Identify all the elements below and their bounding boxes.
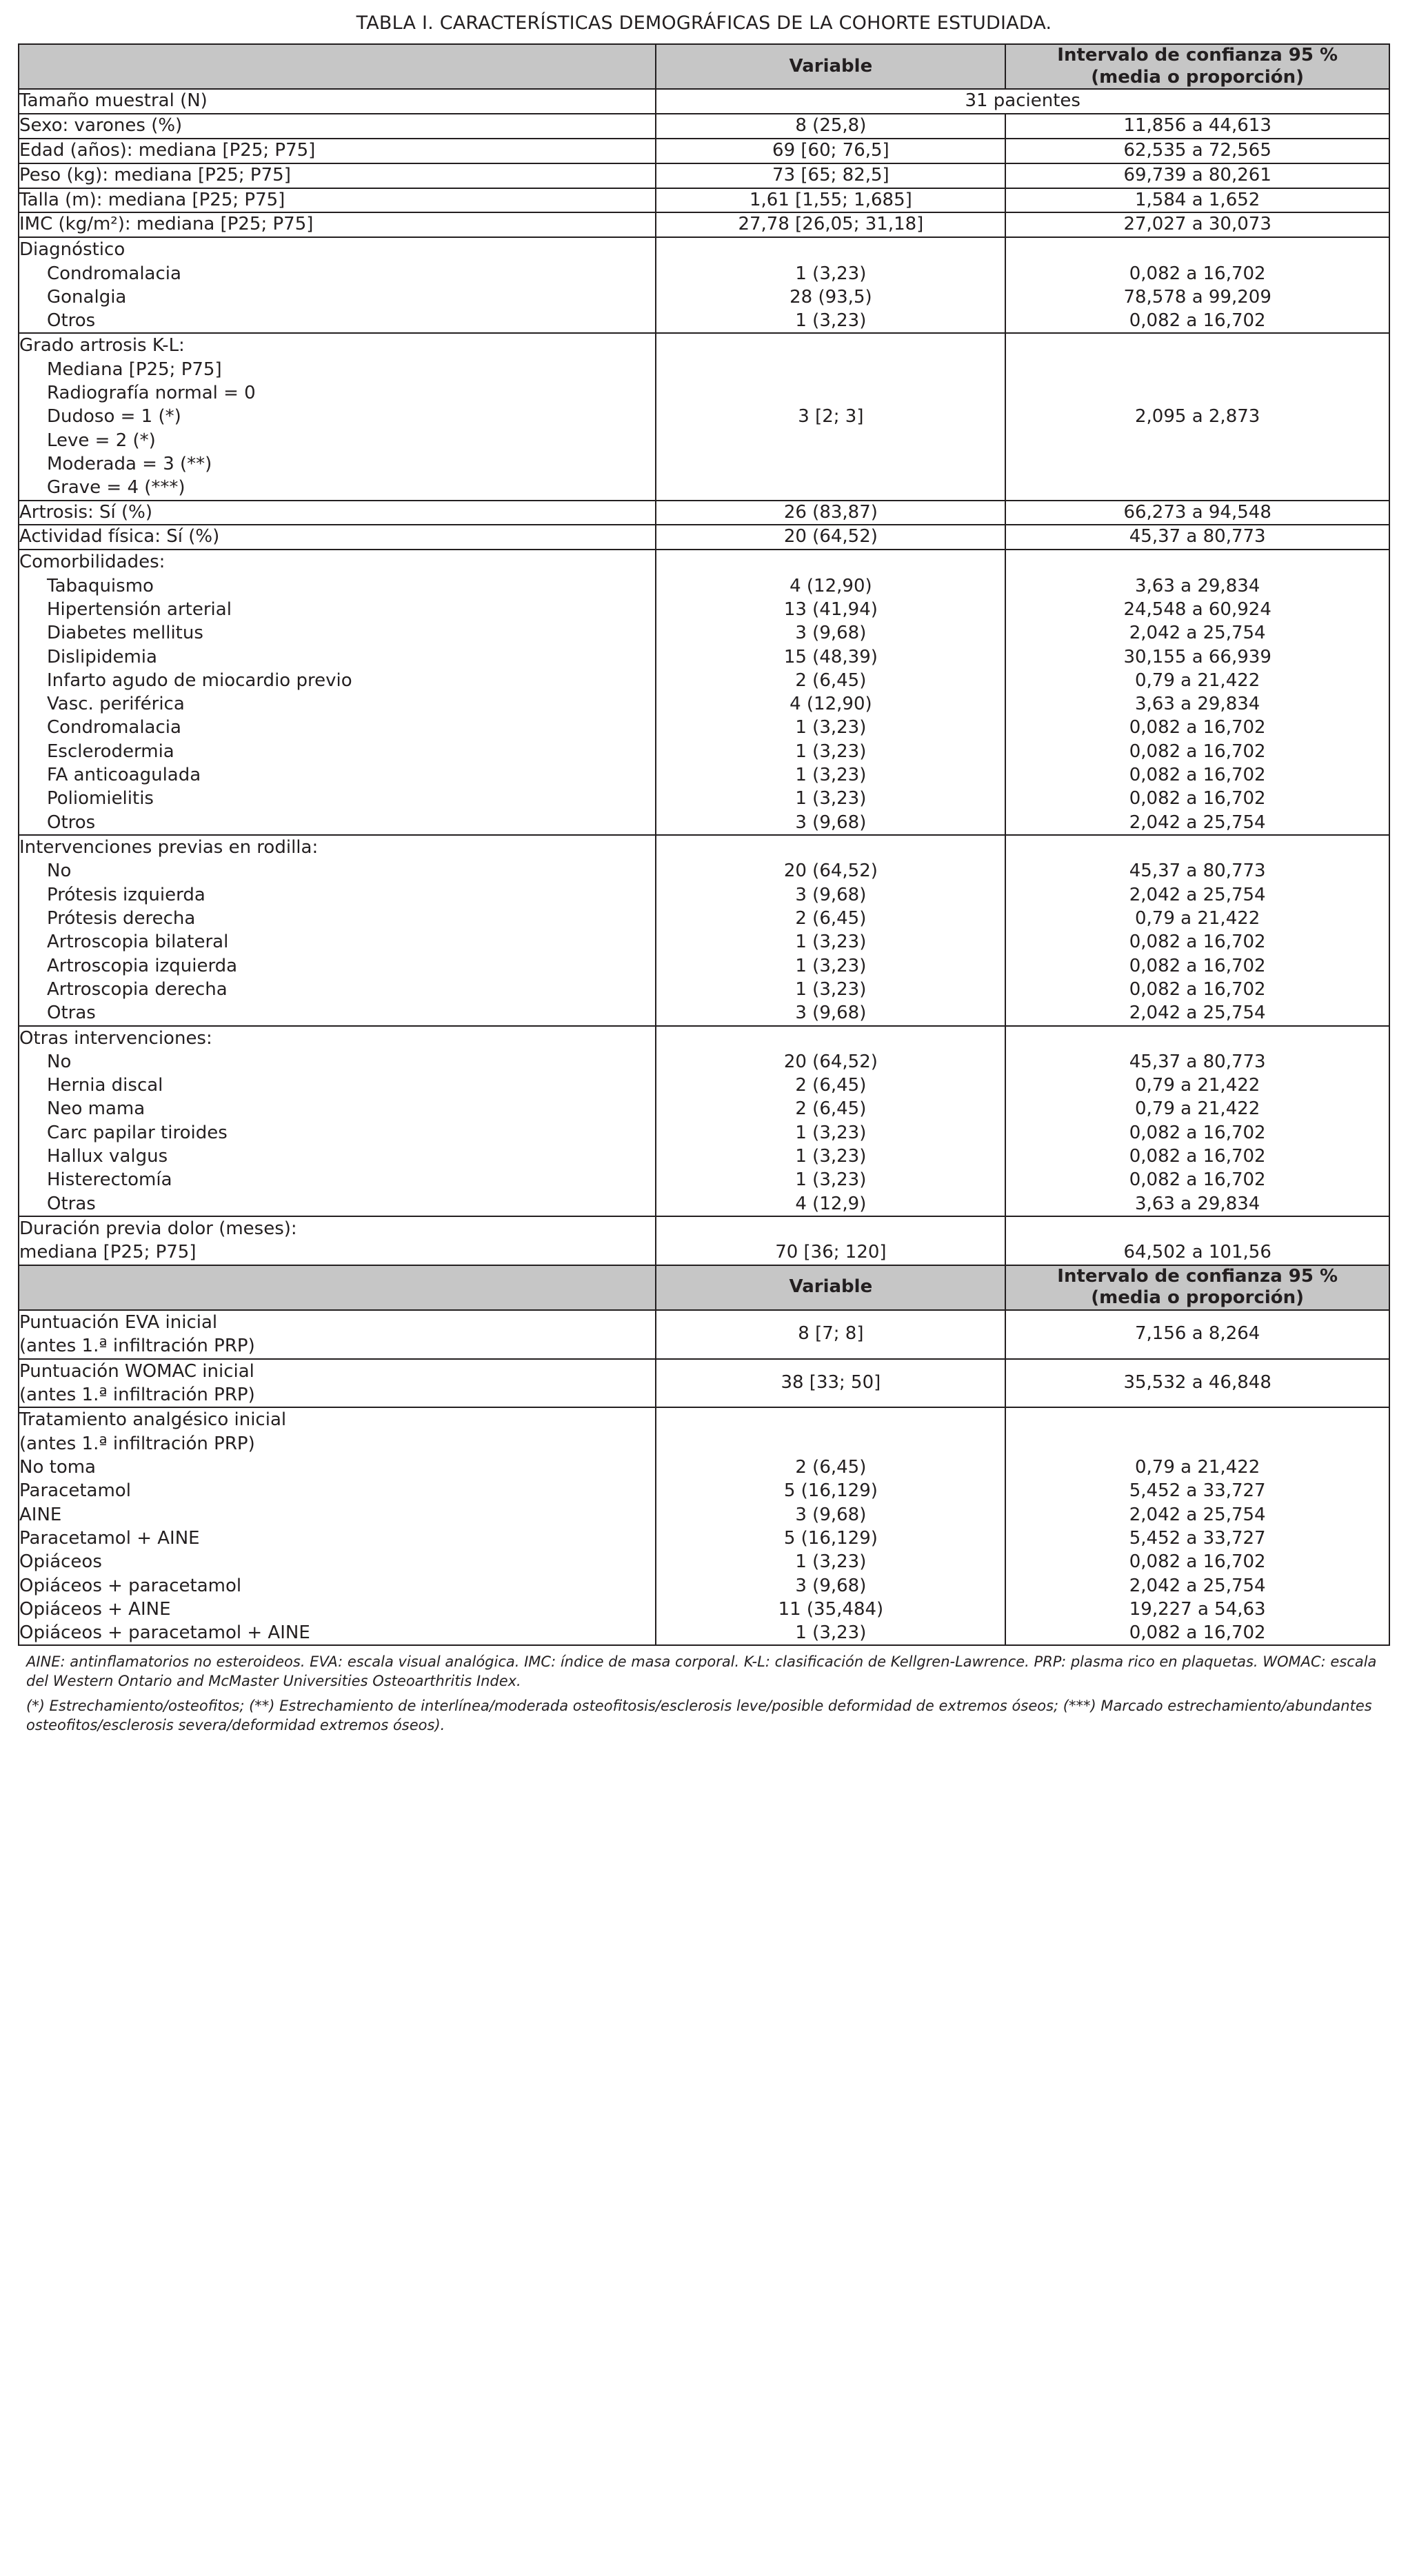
- group-item-label: Mediana [P25; P75]: [47, 359, 222, 380]
- group-item-label: Hipertensión arterial: [47, 598, 232, 620]
- group-item-ci: 0,082 a 16,702: [1129, 788, 1266, 809]
- row-variable-edad: 69 [60; 76,5]: [656, 139, 1005, 163]
- row-label-line1: Puntuación WOMAC inicial: [19, 1360, 254, 1382]
- table-row: [19, 89, 1389, 114]
- group-item-ci: 0,082 a 16,702: [1129, 932, 1266, 953]
- group-item-ci: 2,095 a 2,873: [1135, 406, 1260, 427]
- group-item-ci: 0,082 a 16,702: [1129, 1146, 1266, 1167]
- row-ci-duracion-dolor: [1005, 1216, 1389, 1265]
- group-item-ci: 0,082 a 16,702: [1129, 1122, 1266, 1143]
- group-item-variable: 3 (9,68): [795, 1504, 867, 1525]
- group-variables-otras-intervenciones: [656, 1026, 1005, 1217]
- header-variable: Variable: [656, 44, 1005, 89]
- group-item-label: Artroscopia bilateral: [47, 932, 229, 953]
- row-variable-imc: 27,78 [26,05; 31,18]: [656, 212, 1005, 237]
- footnote-abbreviations: AINE: antinflamatorios no esteroideos. EVA: escala visual analógica. IMC: índice de masa corporal. K-L: clasificación de Kellgren-Lawrence. PRP: plasma rico en plaquetas. WOMAC: escala del Western Ontario and McMaster Universities Osteoarthritis Index.: [26, 1653, 1377, 1690]
- group-item-variable: 20 (64,52): [783, 1051, 878, 1072]
- group-variable-grado-artrosis: [656, 333, 1005, 500]
- row-label-actividad-fisica: Actividad física: Sí (%): [19, 525, 656, 550]
- group-head-line2: (antes 1.ª infiltración PRP): [19, 1433, 255, 1454]
- table-row: [19, 501, 1389, 525]
- group-label-otras-intervenciones: [19, 1026, 656, 1217]
- row-variable-womac: 38 [33; 50]: [656, 1359, 1005, 1408]
- group-item-label: Paracetamol + AINE: [19, 1527, 200, 1549]
- group-item-ci: 0,79 a 21,422: [1135, 1098, 1260, 1120]
- group-item-variable: 1 (3,23): [795, 1622, 867, 1644]
- group-label-comorbilidades: [19, 550, 656, 835]
- group-item-label: Vasc. periférica: [47, 694, 185, 715]
- row-label-imc: IMC (kg/m²): mediana [P25; P75]: [19, 212, 656, 237]
- row-label-line1: Puntuación EVA inicial: [19, 1312, 218, 1334]
- group-item-variable: 3 (9,68): [795, 812, 867, 833]
- group-item-ci: 3,63 a 29,834: [1135, 694, 1260, 715]
- group-head: Intervenciones previas en rodilla:: [19, 837, 319, 858]
- group-item-label: FA anticoagulada: [47, 765, 201, 786]
- row-ci-womac: 35,532 a 46,848: [1005, 1359, 1389, 1408]
- row-label-sexo: Sexo: varones (%): [19, 114, 656, 139]
- table-row: [19, 139, 1389, 163]
- group-item-ci: 0,79 a 21,422: [1135, 1075, 1260, 1096]
- row-label-line2: (antes 1.ª infiltración PRP): [19, 1336, 255, 1357]
- group-item-ci: 0,082 a 16,702: [1129, 717, 1266, 738]
- header-blank-cell: [19, 44, 656, 89]
- group-ci-tratamiento: [1005, 1407, 1389, 1645]
- group-item-label: Artroscopia derecha: [47, 978, 228, 1000]
- page-title: TABLA I. CARACTERÍSTICAS DEMOGRÁFICAS DE LA COHORTE ESTUDIADA.: [356, 12, 1052, 34]
- table-row-eva: [19, 1310, 1389, 1359]
- group-variables-intervenciones-rodilla: [656, 835, 1005, 1026]
- footnote-grading: (*) Estrechamiento/osteofitos; (**) Estrechamiento de interlínea/moderada osteofitosis/esclerosis leve/posible deformidad de extremos óseos; (***) Marcado estrechamiento/abundantes osteofitos/esclerosis severa/deformidad extremos óseos).: [26, 1698, 1372, 1734]
- group-item-label: Poliomielitis: [47, 788, 154, 809]
- group-item-variable: 1 (3,23): [795, 788, 867, 809]
- group-item-label: Otros: [47, 310, 96, 332]
- group-item-variable: 2 (6,45): [795, 670, 867, 691]
- group-item-label: Histerectomía: [47, 1169, 172, 1191]
- group-head: Diagnóstico: [19, 239, 125, 261]
- table-row: [19, 114, 1389, 139]
- group-item-variable: 2 (6,45): [795, 1098, 867, 1120]
- header-ci-2-line1: Intervalo de confianza 95 %: [1057, 1265, 1338, 1287]
- row-variable-value: 70 [36; 120]: [775, 1242, 887, 1263]
- group-item-variable: 5 (16,129): [783, 1527, 878, 1549]
- row-variable-sexo: 8 (25,8): [656, 114, 1005, 139]
- group-item-label: Moderada = 3 (**): [47, 454, 212, 475]
- group-item-ci: 0,082 a 16,702: [1129, 765, 1266, 786]
- group-item-variable: 1 (3,23): [795, 741, 867, 762]
- table-row-group-otras-intervenciones: [19, 1026, 1389, 1217]
- group-ci-grado-artrosis: [1005, 333, 1389, 500]
- group-item-variable: 1 (3,23): [795, 263, 867, 284]
- group-item-label: Grave = 4 (***): [47, 477, 185, 499]
- row-ci-eva: 7,156 a 8,264: [1005, 1310, 1389, 1359]
- group-item-label: Carc papilar tiroides: [47, 1122, 228, 1143]
- group-item-ci: 0,79 a 21,422: [1135, 1456, 1260, 1478]
- row-variable-talla: 1,61 [1,55; 1,685]: [656, 188, 1005, 213]
- group-item-variable: 1 (3,23): [795, 1551, 867, 1573]
- group-item-variable: 28 (93,5): [790, 286, 872, 308]
- header-variable-2: Variable: [656, 1265, 1005, 1310]
- table-row: [19, 188, 1389, 213]
- group-ci-comorbilidades: [1005, 550, 1389, 835]
- row-label-line1: Duración previa dolor (meses):: [19, 1218, 297, 1239]
- group-item-ci: 45,37 a 80,773: [1129, 861, 1266, 882]
- group-item-label: Dislipidemia: [47, 646, 157, 667]
- group-item-variable: 20 (64,52): [783, 861, 878, 882]
- row-variable-actividad-fisica: 20 (64,52): [656, 525, 1005, 550]
- group-item-label: Otras: [47, 1193, 96, 1214]
- group-item-variable: 4 (12,90): [790, 694, 872, 715]
- row-variable-artrosis-si: 26 (83,87): [656, 501, 1005, 525]
- group-label-tratamiento: [19, 1407, 656, 1645]
- row-label-peso: Peso (kg): mediana [P25; P75]: [19, 163, 656, 188]
- group-head: Otras intervenciones:: [19, 1027, 212, 1049]
- group-item-ci: 0,082 a 16,702: [1129, 741, 1266, 762]
- group-item-label: Esclerodermia: [47, 741, 174, 762]
- group-item-ci: 30,155 a 66,939: [1123, 646, 1271, 667]
- group-label-grado-artrosis: [19, 333, 656, 500]
- row-label-womac: [19, 1359, 656, 1408]
- group-item-variable: 1 (3,23): [795, 310, 867, 332]
- row-value-sample-size: 31 pacientes: [656, 89, 1389, 114]
- group-item-label: Diabetes mellitus: [47, 623, 203, 644]
- group-item-label: Leve = 2 (*): [47, 430, 156, 451]
- group-item-variable: 2 (6,45): [795, 1456, 867, 1478]
- group-item-variable: 1 (3,23): [795, 765, 867, 786]
- group-ci-intervenciones-rodilla: [1005, 835, 1389, 1026]
- table-row-group-tratamiento: [19, 1407, 1389, 1645]
- group-item-label: Hallux valgus: [47, 1146, 168, 1167]
- group-item-label: No toma: [19, 1456, 96, 1478]
- row-label-talla: Talla (m): mediana [P25; P75]: [19, 188, 656, 213]
- table-row-womac: [19, 1359, 1389, 1408]
- group-ci-diagnostico: [1005, 237, 1389, 333]
- group-item-label: Radiografía normal = 0: [47, 383, 256, 404]
- row-ci-value: 64,502 a 101,56: [1123, 1242, 1271, 1263]
- group-head: Comorbilidades:: [19, 552, 165, 573]
- row-ci-artrosis-si: 66,273 a 94,548: [1005, 501, 1389, 525]
- group-label-diagnostico: [19, 237, 656, 333]
- header-ci-line1: Intervalo de confianza 95 %: [1057, 45, 1338, 66]
- group-item-ci: 0,082 a 16,702: [1129, 1622, 1266, 1644]
- row-ci-actividad-fisica: 45,37 a 80,773: [1005, 525, 1389, 550]
- group-item-ci: 3,63 a 29,834: [1135, 1193, 1260, 1214]
- group-item-ci: 5,452 a 33,727: [1129, 1480, 1266, 1502]
- group-item-ci: 2,042 a 25,754: [1129, 812, 1266, 833]
- row-ci-imc: 27,027 a 30,073: [1005, 212, 1389, 237]
- group-item-ci: 0,082 a 16,702: [1129, 978, 1266, 1000]
- group-item-label: No: [47, 1051, 72, 1072]
- group-item-variable: 3 (9,68): [795, 1575, 867, 1596]
- row-label-line2: (antes 1.ª infiltración PRP): [19, 1385, 255, 1405]
- group-item-ci: 19,227 a 54,63: [1129, 1598, 1266, 1620]
- group-item-label: Opiáceos + AINE: [19, 1598, 171, 1620]
- group-item-label: Opiáceos + paracetamol: [19, 1575, 242, 1596]
- header-ci: [1005, 44, 1389, 89]
- table-header-row-2: [19, 1265, 1389, 1310]
- group-item-label: Condromalacia: [47, 717, 181, 738]
- group-item-ci: 2,042 a 25,754: [1129, 1575, 1266, 1596]
- group-item-variable: 1 (3,23): [795, 1122, 867, 1143]
- group-item-ci: 0,082 a 16,702: [1129, 310, 1266, 332]
- row-label-eva: [19, 1310, 656, 1359]
- demographics-table: [18, 43, 1390, 1646]
- row-ci-peso: 69,739 a 80,261: [1005, 163, 1389, 188]
- group-item-variable: 15 (48,39): [783, 646, 878, 667]
- group-item-variable: 3 (9,68): [795, 623, 867, 644]
- group-item-ci: 78,578 a 99,209: [1123, 286, 1271, 308]
- table-header-row-1: [19, 44, 1389, 89]
- table-row: [19, 525, 1389, 550]
- group-item-ci: 2,042 a 25,754: [1129, 1504, 1266, 1525]
- group-item-variable: 1 (3,23): [795, 1146, 867, 1167]
- group-item-label: Otros: [47, 812, 96, 833]
- group-item-ci: 0,082 a 16,702: [1129, 1551, 1266, 1573]
- row-variable-eva: 8 [7; 8]: [656, 1310, 1005, 1359]
- table-row-group-diagnostico: [19, 237, 1389, 333]
- group-item-variable: 1 (3,23): [795, 955, 867, 976]
- group-item-variable: 3 (9,68): [795, 1003, 867, 1024]
- row-label-line2: mediana [P25; P75]: [19, 1242, 197, 1263]
- group-item-label: Artroscopia izquierda: [47, 955, 238, 976]
- group-item-label: Paracetamol: [19, 1480, 131, 1502]
- row-label-artrosis-si: Artrosis: Sí (%): [19, 501, 656, 525]
- group-item-variable: 3 [2; 3]: [798, 406, 864, 427]
- table-footnotes: [18, 1646, 1390, 1740]
- group-item-label: AINE: [19, 1504, 62, 1525]
- group-variables-comorbilidades: [656, 550, 1005, 835]
- row-label-sample-size: Tamaño muestral (N): [19, 89, 656, 114]
- group-label-intervenciones-rodilla: [19, 835, 656, 1026]
- group-item-ci: 2,042 a 25,754: [1129, 623, 1266, 644]
- group-item-ci: 3,63 a 29,834: [1135, 575, 1260, 596]
- group-item-label: Prótesis izquierda: [47, 884, 205, 905]
- group-item-ci: 0,79 a 21,422: [1135, 670, 1260, 691]
- row-label-duracion-dolor: [19, 1216, 656, 1265]
- header-ci-2: [1005, 1265, 1389, 1310]
- group-item-ci: 0,082 a 16,702: [1129, 263, 1266, 284]
- group-item-label: Hernia discal: [47, 1075, 163, 1096]
- group-item-variable: 13 (41,94): [783, 598, 878, 620]
- header-blank-cell-2: [19, 1265, 656, 1310]
- table-row: [19, 163, 1389, 188]
- header-ci-2-line2: (media o proporción): [1091, 1287, 1305, 1309]
- row-ci-edad: 62,535 a 72,565: [1005, 139, 1389, 163]
- group-item-variable: 4 (12,9): [795, 1193, 867, 1214]
- table-row-group-intervenciones-rodilla: [19, 835, 1389, 1026]
- group-item-label: Infarto agudo de miocardio previo: [47, 670, 352, 691]
- group-item-label: Gonalgia: [47, 286, 127, 308]
- header-ci-line2: (media o proporción): [1091, 66, 1305, 88]
- group-item-label: No: [47, 861, 72, 882]
- table-row-duracion-dolor: [19, 1216, 1389, 1265]
- group-item-variable: 1 (3,23): [795, 717, 867, 738]
- group-item-label: Otras: [47, 1003, 96, 1024]
- group-item-variable: 1 (3,23): [795, 932, 867, 953]
- group-item-variable: 3 (9,68): [795, 884, 867, 905]
- group-item-variable: 1 (3,23): [795, 1169, 867, 1191]
- row-ci-talla: 1,584 a 1,652: [1005, 188, 1389, 213]
- group-item-ci: 45,37 a 80,773: [1129, 1051, 1266, 1072]
- table-row-group-grado-artrosis: [19, 333, 1389, 500]
- group-item-ci: 2,042 a 25,754: [1129, 1003, 1266, 1024]
- row-label-edad: Edad (años): mediana [P25; P75]: [19, 139, 656, 163]
- group-item-label: Dudoso = 1 (*): [47, 406, 181, 427]
- row-variable-duracion-dolor: [656, 1216, 1005, 1265]
- group-item-variable: 5 (16,129): [783, 1480, 878, 1502]
- row-variable-peso: 73 [65; 82,5]: [656, 163, 1005, 188]
- table-row-group-comorbilidades: [19, 550, 1389, 835]
- table-row: [19, 212, 1389, 237]
- group-item-ci: 0,082 a 16,702: [1129, 955, 1266, 976]
- row-ci-sexo: 11,856 a 44,613: [1005, 114, 1389, 139]
- group-item-ci: 0,79 a 21,422: [1135, 907, 1260, 929]
- group-item-variable: 2 (6,45): [795, 1075, 867, 1096]
- group-head-line1: Tratamiento analgésico inicial: [19, 1409, 287, 1431]
- group-item-variable: 4 (12,90): [790, 575, 872, 596]
- group-item-label: Opiáceos: [19, 1551, 102, 1573]
- group-item-label: Condromalacia: [47, 263, 181, 284]
- group-item-label: Opiáceos + paracetamol + AINE: [19, 1622, 310, 1644]
- group-item-variable: 11 (35,484): [778, 1598, 884, 1620]
- group-ci-otras-intervenciones: [1005, 1026, 1389, 1217]
- group-variables-diagnostico: [656, 237, 1005, 333]
- group-item-variable: 1 (3,23): [795, 978, 867, 1000]
- group-item-ci: 2,042 a 25,754: [1129, 884, 1266, 905]
- group-item-variable: 2 (6,45): [795, 907, 867, 929]
- group-item-label: Prótesis derecha: [47, 907, 196, 929]
- group-variables-tratamiento: [656, 1407, 1005, 1645]
- group-item-ci: 24,548 a 60,924: [1123, 598, 1271, 620]
- group-item-ci: 0,082 a 16,702: [1129, 1169, 1266, 1191]
- group-item-label: Neo mama: [47, 1098, 145, 1120]
- group-head: Grado artrosis K-L:: [19, 335, 185, 356]
- group-item-ci: 5,452 a 33,727: [1129, 1527, 1266, 1549]
- group-item-label: Tabaquismo: [47, 575, 154, 596]
